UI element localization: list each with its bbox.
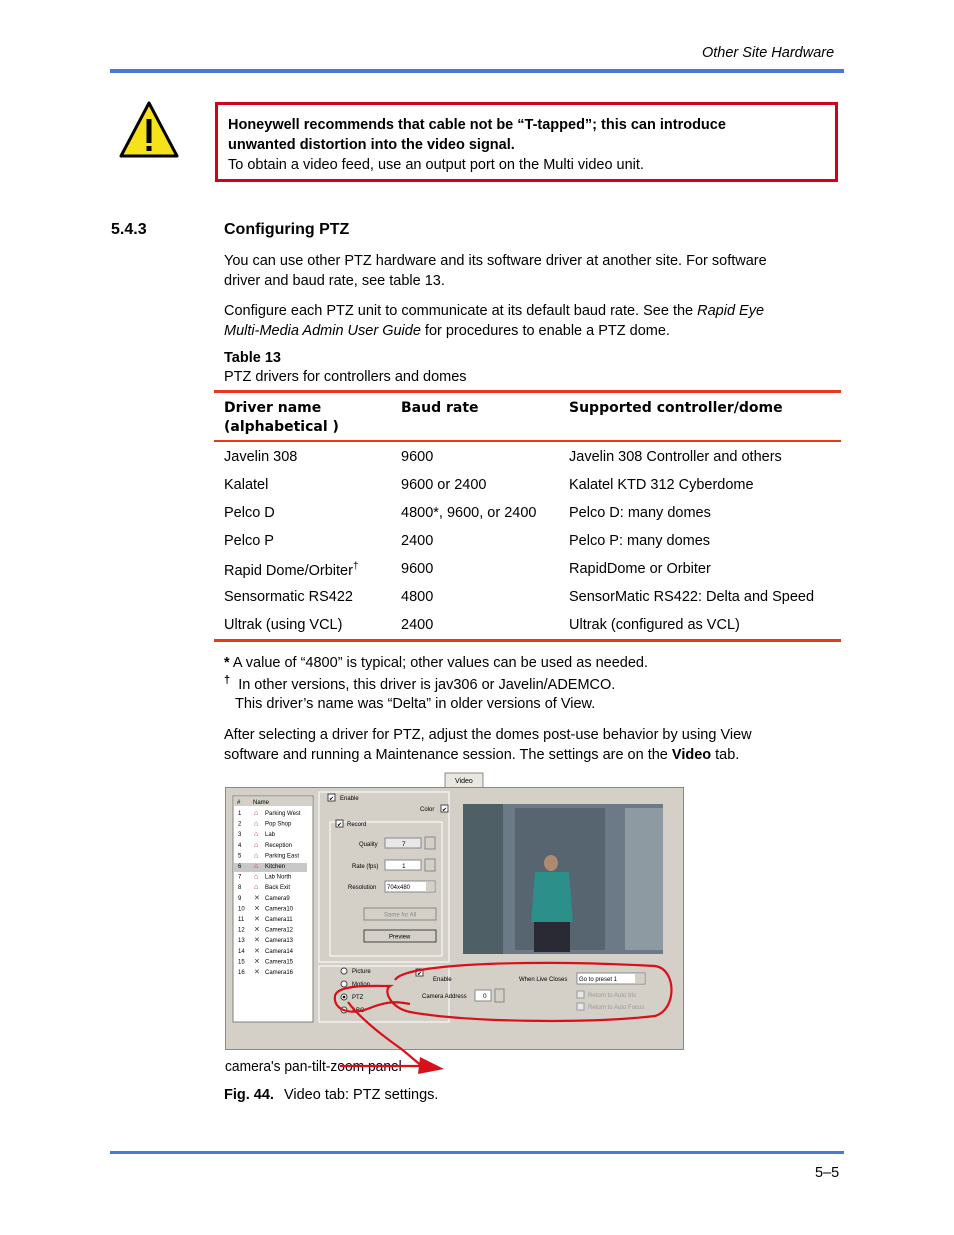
cell-baud: 2400 bbox=[401, 533, 434, 549]
table-row bbox=[224, 617, 342, 633]
cell-driver: Pelco D bbox=[224, 505, 275, 521]
footer-rule bbox=[110, 1151, 844, 1154]
paragraph-1-line-2: driver and baud rate, see table 13. bbox=[224, 273, 445, 289]
paragraph-1-line-1: You can use other PTZ hardware and its software driver at another site. For software bbox=[224, 253, 767, 269]
video-preview-panel bbox=[625, 808, 663, 950]
cell-driver: Ultrak (using VCL) bbox=[224, 617, 343, 633]
camera-name: Camera11 bbox=[265, 917, 293, 923]
page-number: 5–5 bbox=[815, 1165, 840, 1181]
resolution-value: 704x480 bbox=[387, 885, 411, 891]
camera-disabled-icon: ✕ bbox=[254, 905, 260, 913]
video-preview-person bbox=[531, 872, 573, 922]
star-mark: * bbox=[224, 655, 230, 671]
list-header-num: # bbox=[237, 800, 241, 806]
figure-number: Fig. 44. bbox=[224, 1087, 274, 1103]
radio-ptz-label: PTZ bbox=[352, 995, 364, 1001]
camera-address-value: 0 bbox=[483, 993, 487, 1000]
rate-value: 1 bbox=[402, 863, 406, 870]
cell-driver: Kalatel bbox=[224, 477, 269, 493]
cell-supported: Pelco P: many domes bbox=[569, 533, 711, 549]
callout-label: camera's pan-tilt-zoom panel bbox=[225, 1058, 402, 1075]
camera-name: Camera10 bbox=[265, 906, 294, 913]
camera-name: Parking West bbox=[265, 811, 301, 817]
camera-name: Lab North bbox=[265, 874, 292, 881]
camera-icon: ⌂ bbox=[254, 841, 259, 849]
camera-address-label: Camera Address bbox=[422, 994, 467, 1000]
cell-supported: Javelin 308 Controller and others bbox=[569, 449, 782, 465]
camera-number: 16 bbox=[238, 970, 245, 976]
section-title: Configuring PTZ bbox=[224, 221, 350, 238]
cell-supported: Kalatel KTD 312 Cyberdome bbox=[569, 477, 754, 493]
rate-spinner[interactable] bbox=[425, 859, 435, 871]
cell-driver: Sensormatic RS422 bbox=[224, 589, 353, 605]
table-row bbox=[224, 505, 275, 521]
cell-supported: Pelco D: many domes bbox=[569, 505, 711, 521]
table-header-driver-line1: Driver name bbox=[224, 400, 322, 416]
running-header: Other Site Hardware bbox=[702, 45, 835, 61]
cell-driver: Pelco P bbox=[224, 533, 274, 549]
enable-label: Enable bbox=[340, 796, 359, 802]
figure-caption-text: Video tab: PTZ settings. bbox=[283, 1087, 439, 1103]
record-label: Record bbox=[347, 822, 367, 828]
camera-name: Lab bbox=[265, 832, 276, 839]
paragraph-2-text-b: for procedures to enable a PTZ dome. bbox=[420, 323, 670, 339]
quality-spinner[interactable] bbox=[425, 837, 435, 849]
color-label: Color bbox=[420, 807, 435, 813]
footnote-dagger-text-2: This driver’s name was “Delta” in older versions of View. bbox=[235, 696, 596, 712]
footnote-dagger-text: In other versions, this driver is jav306 or Javelin/ADEMCO. bbox=[238, 676, 616, 693]
section-number: 5.4.3 bbox=[111, 221, 147, 238]
rate-label: Rate (fps) bbox=[352, 864, 379, 870]
warning-icon bbox=[118, 100, 180, 160]
callout-arrow-icon bbox=[340, 1000, 450, 1076]
footnote-star-text: A value of “4800” is typical; other values can be used as needed. bbox=[232, 655, 649, 671]
chevron-down-icon bbox=[426, 882, 434, 891]
camera-disabled-icon: ✕ bbox=[254, 916, 260, 923]
camera-address-spinner[interactable] bbox=[495, 989, 504, 1002]
camera-number: 1 bbox=[238, 811, 242, 817]
paragraph-2 bbox=[224, 301, 824, 341]
table-header-rule bbox=[214, 440, 841, 442]
camera-number: 11 bbox=[238, 917, 245, 923]
warning-bold-line2: unwanted distortion into the video signal. bbox=[228, 137, 515, 153]
table-row bbox=[224, 477, 268, 493]
camera-number: 15 bbox=[238, 959, 245, 966]
table-header-driver bbox=[224, 399, 339, 437]
camera-number: 14 bbox=[238, 948, 245, 955]
quality-value: 7 bbox=[402, 841, 406, 848]
video-tab-screenshot bbox=[225, 772, 685, 1052]
paragraph-3-line-1: After selecting a driver for PTZ, adjust the domes post-use behavior by using View bbox=[224, 727, 752, 743]
chevron-down-icon bbox=[635, 974, 644, 983]
warning-bold-line1: Honeywell recommends that cable not be “T-tapped”; this can introduce bbox=[228, 117, 726, 133]
camera-name: Parking East bbox=[265, 853, 300, 860]
camera-list-header bbox=[234, 797, 312, 806]
radio-picture[interactable] bbox=[341, 968, 347, 974]
cell-driver: Rapid Dome/Orbiter bbox=[224, 562, 353, 579]
return-auto-focus-label: Return to Auto Focus bbox=[588, 1005, 645, 1011]
camera-name: Reception bbox=[265, 842, 293, 849]
same-for-all-label: Same for All bbox=[384, 912, 417, 919]
radio-picture-label: Picture bbox=[352, 969, 371, 975]
camera-name: Camera15 bbox=[265, 959, 294, 966]
paragraph-2-italic-b: Multi-Media Admin User Guide bbox=[224, 323, 421, 339]
table-header-baud: Baud rate bbox=[401, 400, 479, 416]
camera-number: 13 bbox=[238, 938, 245, 945]
table-caption-text: PTZ drivers for controllers and domes bbox=[224, 369, 467, 385]
camera-number: 5 bbox=[238, 853, 242, 860]
cell-baud: 9600 bbox=[401, 561, 434, 577]
check-mark: ✔ bbox=[442, 807, 448, 814]
radio-motion-label: Motion bbox=[352, 982, 371, 988]
cell-baud: 4800*, 9600, or 2400 bbox=[401, 505, 537, 521]
when-live-closes-label: When Live Closes bbox=[519, 977, 568, 983]
camera-name: Camera16 bbox=[265, 970, 294, 976]
camera-number: 9 bbox=[238, 895, 242, 902]
radio-motion[interactable] bbox=[341, 981, 347, 987]
table-top-rule bbox=[214, 390, 841, 393]
paragraph-3-text-c: tab. bbox=[711, 747, 740, 763]
camera-number: 4 bbox=[238, 842, 242, 849]
warning-normal-line: To obtain a video feed, use an output port on the Multi video unit. bbox=[228, 157, 644, 173]
paragraph-3-text-a: software and running a Maintenance session. The settings are on the bbox=[224, 747, 672, 763]
camera-icon: ⌂ bbox=[254, 852, 259, 860]
table-bottom-rule bbox=[214, 639, 841, 642]
table-row bbox=[224, 533, 274, 549]
camera-number: 12 bbox=[238, 927, 245, 934]
table-row bbox=[224, 561, 359, 579]
video-preview-wall bbox=[463, 804, 503, 954]
camera-number: 2 bbox=[238, 821, 242, 828]
camera-icon: ⌂ bbox=[254, 884, 259, 892]
radio-ptz-dot bbox=[343, 996, 346, 999]
figure-caption bbox=[224, 1087, 438, 1103]
table-caption-number: Table 13 bbox=[224, 350, 281, 366]
cell-baud: 9600 or 2400 bbox=[401, 477, 487, 493]
quality-label: Quality bbox=[359, 842, 378, 848]
camera-disabled-icon: ✕ bbox=[254, 958, 260, 966]
table-header-supported: Supported controller/dome bbox=[569, 400, 783, 416]
camera-number: 3 bbox=[238, 832, 242, 839]
video-tab-label: Video bbox=[455, 778, 473, 785]
header-rule bbox=[110, 69, 844, 73]
paragraph-1 bbox=[224, 251, 824, 291]
camera-icon: ⌂ bbox=[254, 820, 259, 828]
camera-icon: ⌂ bbox=[254, 863, 259, 870]
radio-abc-label: ABC bbox=[352, 1008, 365, 1014]
list-header-name: Name bbox=[253, 800, 270, 806]
camera-disabled-icon: ✕ bbox=[254, 969, 260, 976]
camera-icon: ⌂ bbox=[254, 873, 259, 881]
camera-disabled-icon: ✕ bbox=[254, 926, 260, 934]
paragraph-2-text-a: Configure each PTZ unit to communicate at its default baud rate. See the bbox=[224, 303, 698, 319]
table-row bbox=[224, 449, 297, 465]
footnote-star bbox=[224, 655, 648, 671]
camera-disabled-icon: ✕ bbox=[254, 894, 260, 902]
cell-baud: 4800 bbox=[401, 589, 434, 605]
return-auto-iris-checkbox[interactable] bbox=[577, 991, 584, 998]
table-row bbox=[224, 589, 353, 605]
camera-icon: ⌂ bbox=[254, 810, 259, 817]
check-mark: ✔ bbox=[337, 822, 343, 829]
camera-name: Back Exit bbox=[265, 885, 291, 892]
footnote-dagger bbox=[224, 674, 615, 693]
cell-driver: Javelin 308 bbox=[224, 449, 298, 465]
check-mark: ✔ bbox=[417, 971, 423, 978]
cell-supported: SensorMatic RS422: Delta and Speed bbox=[569, 589, 815, 605]
camera-name: Camera9 bbox=[265, 895, 290, 902]
camera-number: 8 bbox=[238, 885, 242, 892]
return-auto-focus-checkbox[interactable] bbox=[577, 1003, 584, 1010]
preview-label: Preview bbox=[389, 934, 411, 941]
camera-name: Camera14 bbox=[265, 948, 294, 955]
camera-icon: ⌂ bbox=[254, 831, 259, 839]
check-mark: ✔ bbox=[329, 796, 335, 803]
video-preview-legs bbox=[534, 922, 570, 952]
paragraph-3-bold: Video bbox=[671, 747, 712, 763]
when-live-closes-value: Go to preset 1 bbox=[579, 977, 618, 983]
camera-name: Camera12 bbox=[265, 927, 294, 934]
cell-baud: 9600 bbox=[401, 449, 434, 465]
dagger-mark: † bbox=[352, 561, 359, 572]
table-header-driver-line2: (alphabetical ) bbox=[224, 419, 339, 435]
cell-baud: 2400 bbox=[401, 617, 434, 633]
return-auto-iris-label: Return to Auto Iris bbox=[588, 993, 637, 999]
ptz-enable-label: Enable bbox=[433, 977, 452, 983]
paragraph-3 bbox=[224, 725, 844, 765]
camera-number: 7 bbox=[238, 874, 242, 881]
video-preview-head bbox=[544, 855, 558, 871]
warning-box bbox=[215, 102, 838, 182]
camera-name: Camera13 bbox=[265, 938, 294, 945]
camera-name: Kitchen bbox=[265, 864, 286, 870]
camera-disabled-icon: ✕ bbox=[254, 937, 260, 945]
paragraph-2-italic-a: Rapid Eye bbox=[697, 303, 765, 319]
cell-supported: RapidDome or Orbiter bbox=[569, 561, 711, 577]
dagger-mark: † bbox=[224, 674, 231, 686]
resolution-label: Resolution bbox=[348, 885, 377, 891]
camera-number: 6 bbox=[238, 864, 242, 870]
cell-supported: Ultrak (configured as VCL) bbox=[569, 617, 740, 633]
camera-name: Pop Shop bbox=[265, 821, 292, 828]
camera-disabled-icon: ✕ bbox=[254, 947, 260, 955]
camera-number: 10 bbox=[238, 906, 245, 913]
